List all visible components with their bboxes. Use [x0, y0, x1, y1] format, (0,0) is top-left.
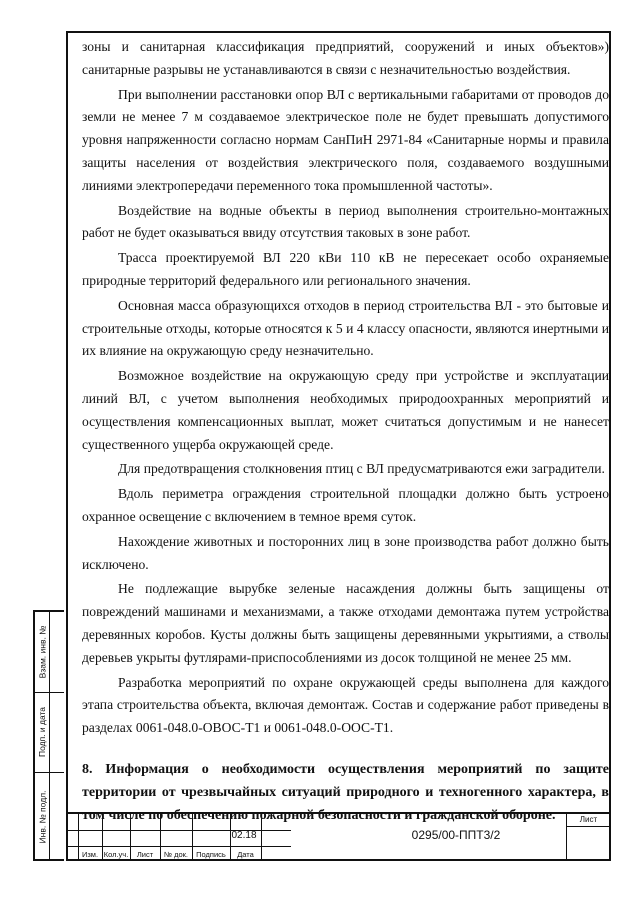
paragraph-9: Нахождение животных и посторонних лиц в зоне производства работ должно быть исключено.	[82, 533, 609, 572]
sheet-label: Лист	[579, 815, 598, 824]
paragraph-3: Воздействие на водные объекты в период выполнения строительно-монтажных работ не будет оказываться ввиду отсутствия таковых в зоне работ.	[82, 202, 609, 241]
title-block-row-line-2	[66, 846, 291, 847]
col-kol-uch: Кол.уч.	[103, 850, 129, 859]
date-value: 02.18	[231, 830, 257, 841]
paragraph-5: Основная масса образующихся отходов в период строительства ВЛ - это бытовые и строительные отходы, которые относятся к 5 и 4 классу опасности, являются инертными и их влияние на окружающую среду незначительно.	[82, 297, 609, 359]
col-izm: Изм.	[81, 850, 99, 859]
paragraph-7: Для предотвращения столкновения птиц с ВЛ предусматриваются ежи заградители.	[118, 461, 605, 477]
col-podpis: Подпись	[196, 850, 226, 859]
section-heading: 8. Информация о необходимости осуществления мероприятий по защите территории от чрезвычайных ситуаций природного и техногенного характера, в том числе по обеспечению пожарной безопасности и гражданской обороне.	[82, 761, 609, 823]
paragraph-4: Трасса проектируемой ВЛ 220 кВи 110 кВ не пересекает особо охраняемые природные территорий федерального или регионального значения.	[82, 250, 609, 288]
title-block-col-line-7	[261, 814, 262, 861]
col-nom-doc: № док.	[163, 850, 189, 859]
paragraph-6: Возможное воздействие на окружающую среду при устройстве и эксплуатации линий ВЛ, с учетом выполнения необходимых природоохранных мероприятий и осуществления компенсационных выплат, может считаться допустимым и не нанесет существенного ущерба окружающей среде.	[82, 368, 609, 452]
paragraph-10: Не подлежащие вырубке зеленые насаждения должны быть защищены от повреждений машинами и механизмами, а также отходами демонтажа путем устройства деревянных коробов. Кусты должны быть защищены деревянными укрытиями, а стволы деревьев укрыты футлярами-приспособлениями из досок толщиной не менее 25 мм.	[82, 581, 609, 665]
document-code: 0295/00-ППТ3/2	[411, 828, 501, 842]
paragraph-8: Вдоль периметра ограждения строительной площадки должно быть устроено охранное освещение с включением в темное время суток.	[82, 486, 609, 524]
paragraph-11: Разработка мероприятий по охране окружающей среды выполнена для каждого этапа строительства объекта, включая демонтаж. Состав и содержание работ приведены в разделах 0061-048.0-ОВОС-Т1 и 0061-048.0-ООС-Т1.	[82, 674, 609, 736]
side-stamp-podp-data: Подп. и дата	[37, 706, 48, 758]
document-body	[82, 36, 609, 827]
title-block	[66, 812, 611, 861]
paragraph-1: зоны и санитарная классификация предприятий, сооружений и иных объектов») санитарные разрывы не устанавливаются в связи с незначительностью воздействия.	[82, 39, 609, 77]
side-stamp-inv-podl: Инв. № подл.	[37, 790, 48, 843]
col-data: Дата	[237, 850, 254, 859]
col-list: Лист	[136, 850, 154, 859]
side-stamp	[33, 610, 64, 861]
title-block-sheet-line	[566, 826, 611, 827]
side-stamp-vzam-inv: Взам. инв. №	[37, 625, 48, 679]
paragraph-2: При выполнении расстановки опор ВЛ с вертикальными габаритами от проводов до земли не менее 7 м создаваемое электрическое поле не будет превышать допустимого уровня напряженности согласно нормам СанПиН 2971-84 «Санитарные нормы и правила защиты населения от воздействия электрического поля, создаваемого воздушными линиями электропередачи переменного тока промышленной частоты».	[82, 86, 609, 193]
